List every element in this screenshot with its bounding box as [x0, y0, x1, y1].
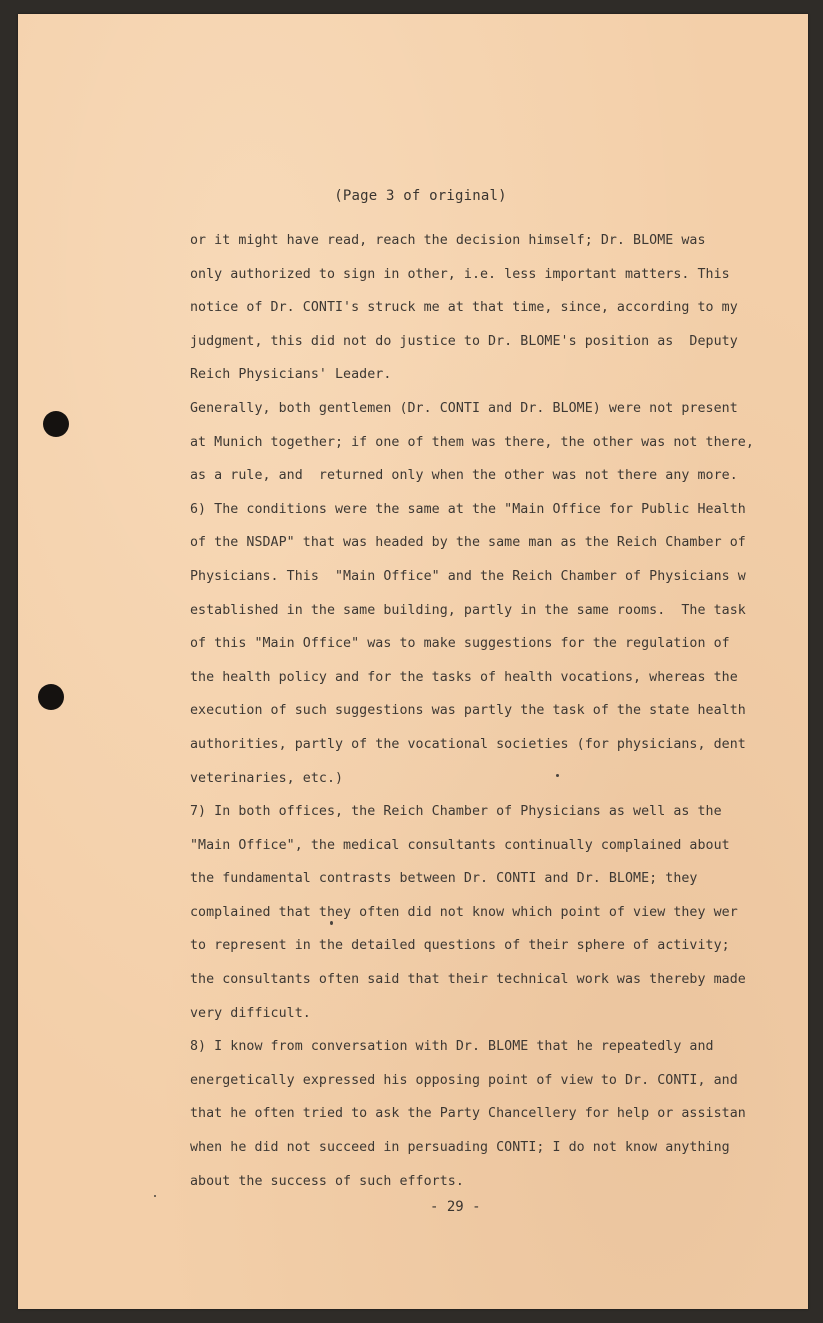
text-line: the health policy and for the tasks of health vocations, whereas the	[190, 669, 738, 685]
text-line: as a rule, and returned only when the other was not there any more.	[190, 468, 738, 484]
punch-hole-bottom	[38, 684, 64, 710]
text-line: of the NSDAP" that was headed by the same man as the Reich Chamber of	[190, 535, 746, 551]
text-line: veterinaries, etc.)	[190, 770, 344, 786]
ink-speck	[154, 1195, 156, 1197]
text-line: authorities, partly of the vocational societies (for physicians, dent	[190, 736, 746, 752]
text-line: when he did not succeed in persuading CONTI; I do not know anything	[190, 1140, 730, 1156]
text-line: complained that they often did not know which point of view they wer	[190, 904, 738, 920]
text-line: judgment, this did not do justice to Dr. BLOME's position as Deputy	[190, 333, 738, 349]
text-line: 8) I know from conversation with Dr. BLOME that he repeatedly and	[190, 1039, 714, 1055]
text-line: the consultants often said that their technical work was thereby made	[190, 972, 746, 988]
text-line: execution of such suggestions was partly the task of the state health	[190, 703, 746, 719]
text-line: 6) The conditions were the same at the "Main Office for Public Health	[190, 501, 746, 517]
text-line: about the success of such efforts.	[190, 1173, 464, 1189]
text-line: notice of Dr. CONTI's struck me at that time, since, according to my	[190, 300, 738, 316]
text-line: Physicians. This "Main Office" and the Reich Chamber of Physicians w	[190, 568, 746, 584]
text-line: of this "Main Office" was to make suggestions for the regulation of	[190, 636, 730, 652]
text-line: that he often tried to ask the Party Chancellery for help or assistan	[190, 1106, 746, 1122]
text-line: at Munich together; if one of them was there, the other was not there,	[190, 434, 754, 450]
body-text	[190, 228, 790, 1202]
text-line: very difficult.	[190, 1005, 311, 1021]
text-line: the fundamental contrasts between Dr. CONTI and Dr. BLOME; they	[190, 871, 698, 887]
text-line: or it might have read, reach the decision himself; Dr. BLOME was	[190, 233, 706, 248]
text-line: to represent in the detailed questions of their sphere of activity;	[190, 938, 730, 954]
text-line: only authorized to sign in other, i.e. less important matters. This	[190, 266, 730, 282]
text-line: Reich Physicians' Leader.	[190, 367, 392, 383]
text-line: Generally, both gentlemen (Dr. CONTI and Dr. BLOME) were not present	[190, 400, 738, 416]
page-number: - 29 -	[430, 1199, 481, 1215]
text-line: 7) In both offices, the Reich Chamber of Physicians as well as the	[190, 804, 722, 820]
page-header: (Page 3 of original)	[334, 188, 507, 204]
text-line: energetically expressed his opposing point of view to Dr. CONTI, and	[190, 1072, 738, 1088]
text-line: established in the same building, partly in the same rooms. The task	[190, 602, 746, 618]
punch-hole-top	[43, 411, 69, 437]
text-line: "Main Office", the medical consultants continually complained about	[190, 837, 730, 853]
